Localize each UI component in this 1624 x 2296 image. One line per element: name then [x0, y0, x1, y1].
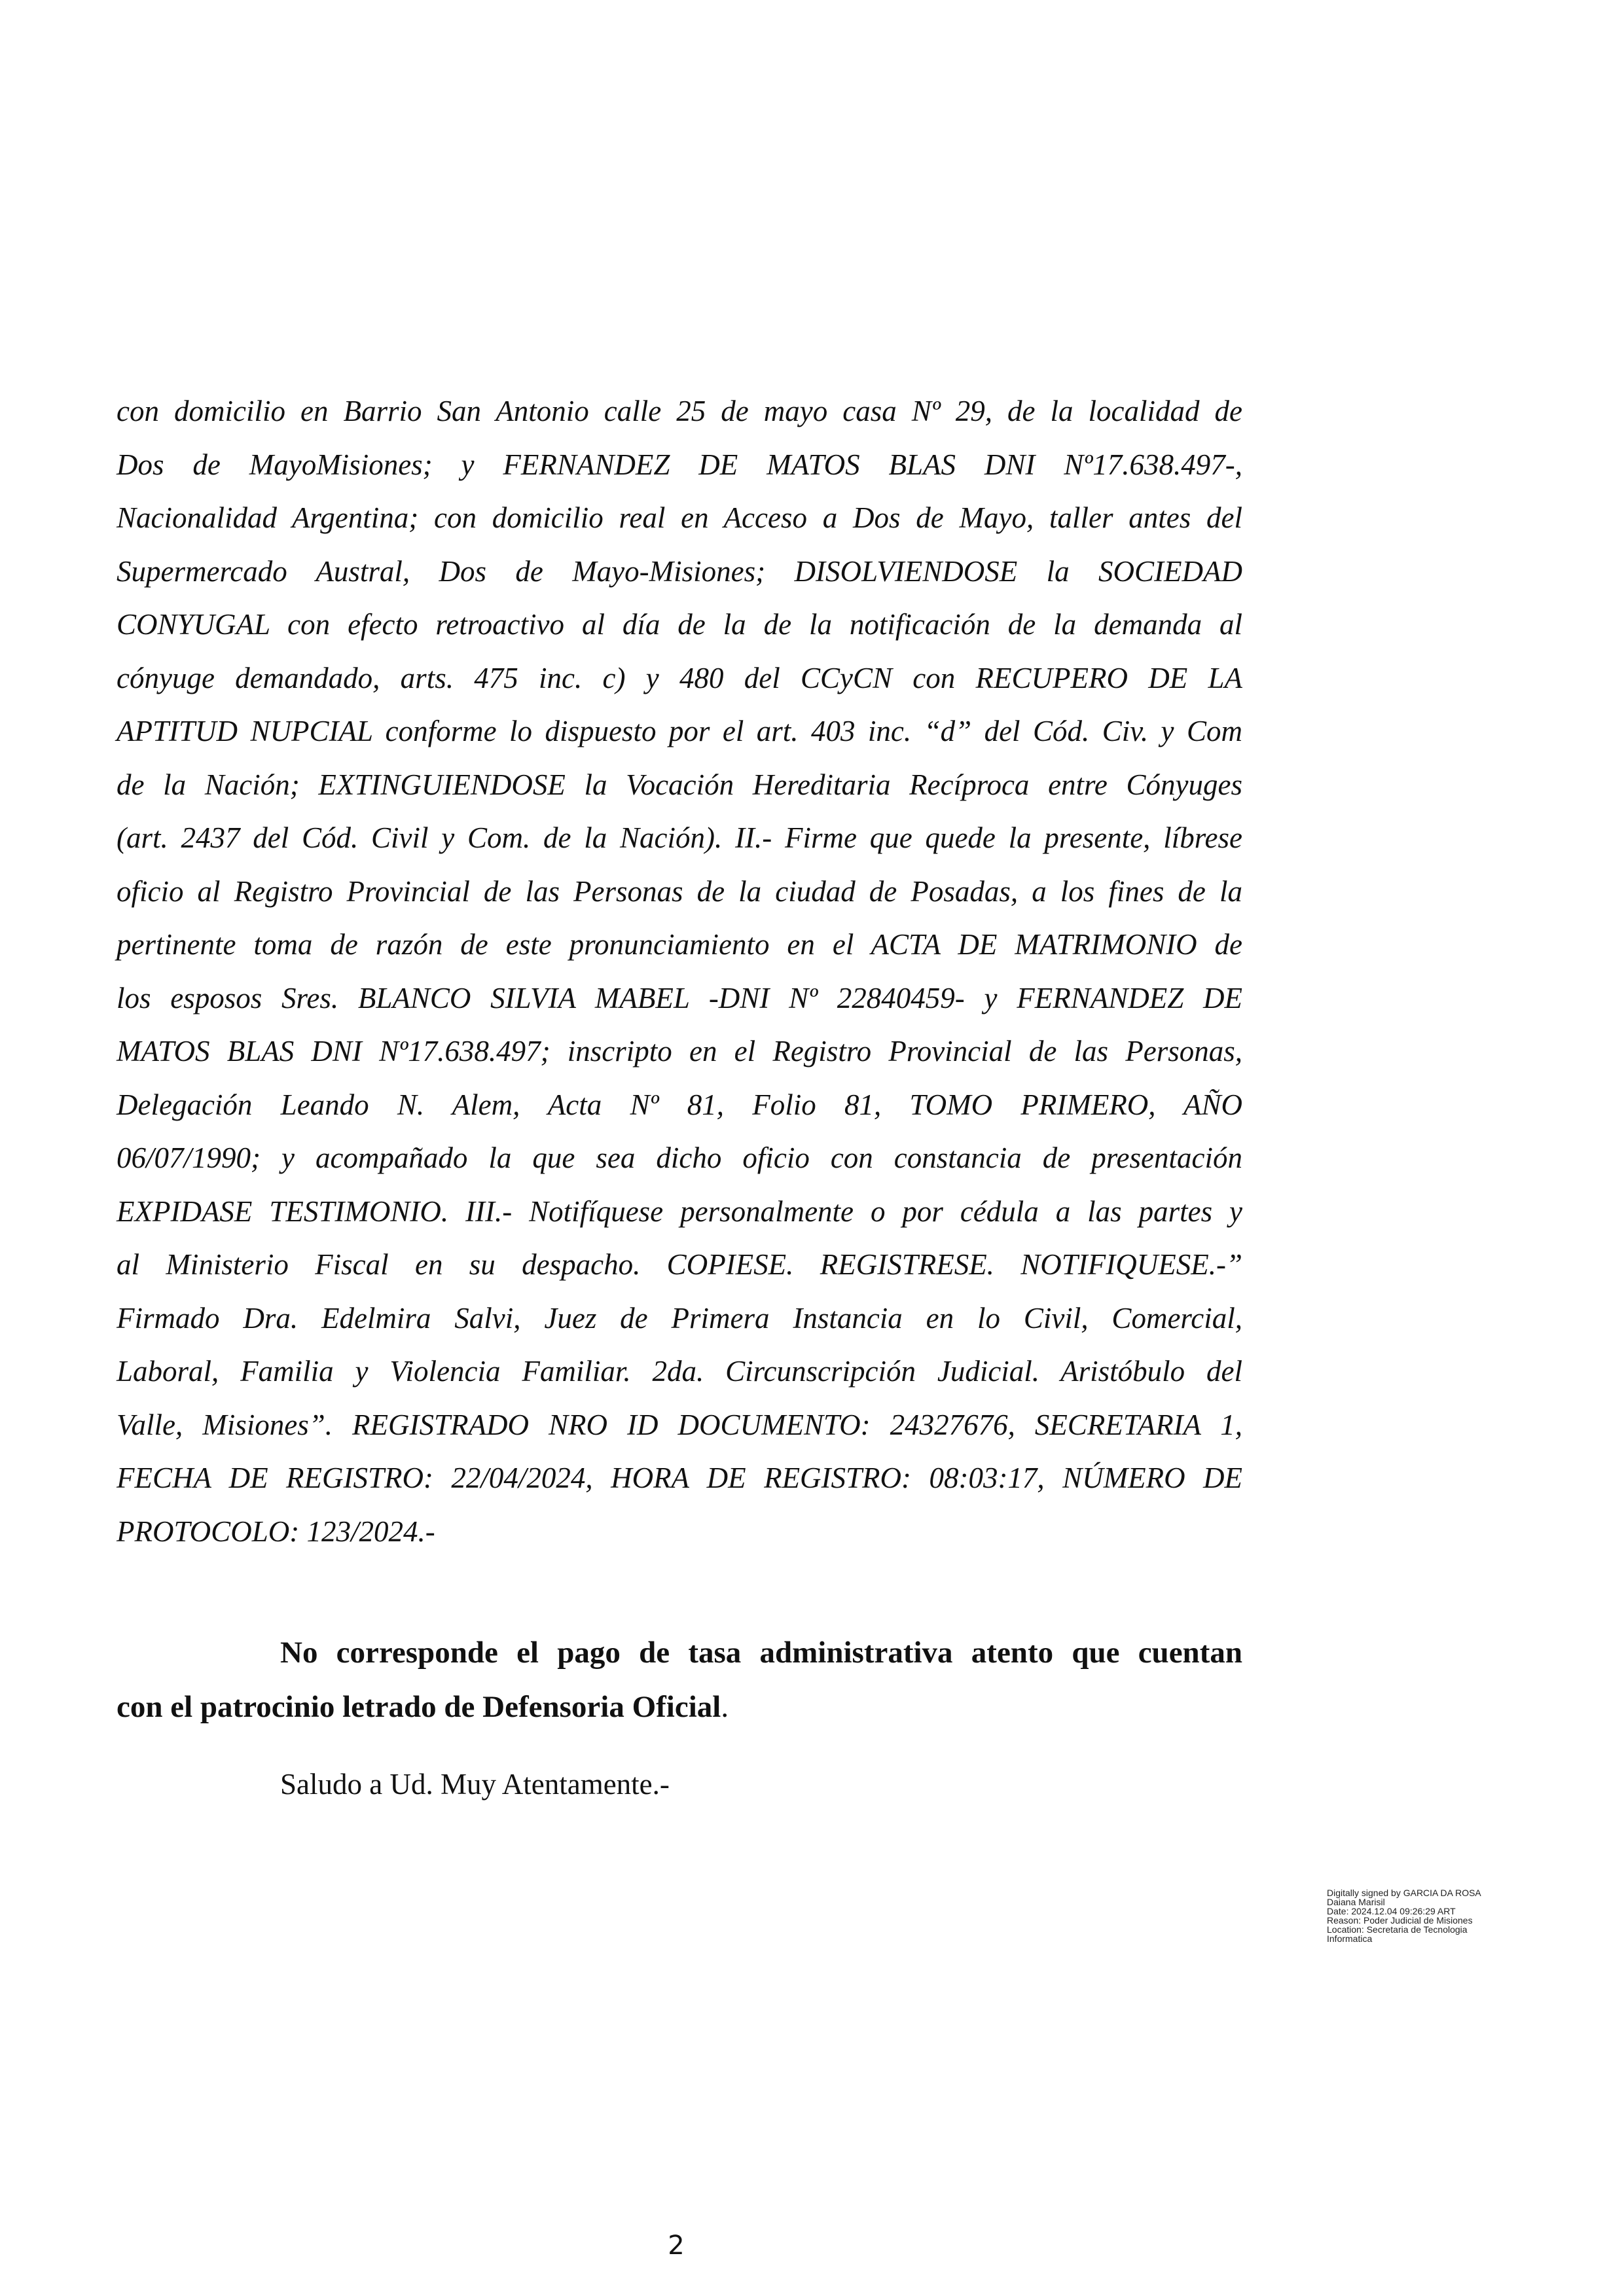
fee-notice-paragraph [117, 1626, 1242, 1734]
body-line: cónyuge demandado, arts. 475 inc. c) y 480 del CCyCN con RECUPERO DE LA [117, 661, 1242, 694]
body-line: oficio al Registro Provincial de las Personas de la ciudad de Posadas, a los fines de la [117, 874, 1242, 908]
body-line: CONYUGAL con efecto retroactivo al día de la de la notificación de la demanda al [117, 608, 1242, 641]
fee-notice-line [117, 1680, 1242, 1734]
fee-notice-period: . [721, 1690, 729, 1724]
body-line: con domicilio en Barrio San Antonio calle 25 de mayo casa Nº 29, de la localidad de [117, 395, 1242, 427]
signature-line: Date: 2024.12.04 09:26:29 ART [1327, 1906, 1456, 1916]
signature-line: Reason: Poder Judicial de Misiones [1327, 1915, 1473, 1926]
body-line: Delegación Leando N. Alem, Acta Nº 81, Folio 81, TOMO PRIMERO, AÑO [117, 1088, 1242, 1121]
body-line: Valle, Misiones”. REGISTRADO NRO ID DOCUMENTO: 24327676, SECRETARIA 1, [117, 1408, 1242, 1441]
body-line: MATOS BLAS DNI Nº17.638.497; inscripto en el Registro Provincial de las Personas, [117, 1035, 1242, 1067]
fee-notice-text: con el patrocinio letrado de Defensoria Oficial [117, 1690, 721, 1724]
digital-signature-block [1327, 1888, 1536, 1943]
body-line: al Ministerio Fiscal en su despacho. COPIESE. REGISTRESE. NOTIFIQUESE.-” [117, 1248, 1242, 1281]
body-line: los esposos Sres. BLANCO SILVIA MABEL -DNI Nº 22840459- y FERNANDEZ DE [117, 981, 1242, 1014]
body-line: Dos de MayoMisiones; y FERNANDEZ DE MATOS BLAS DNI Nº17.638.497-, [117, 448, 1242, 481]
fee-notice-line: No corresponde el pago de tasa administrativa atento que cuentan [280, 1636, 1242, 1670]
body-line: Supermercado Austral, Dos de Mayo-Misiones; DISOLVIENDOSE la SOCIEDAD [117, 554, 1242, 588]
body-line: APTITUD NUPCIAL conforme lo dispuesto por el art. 403 inc. “d” del Cód. Civ. y Com [117, 715, 1242, 747]
body-line: Firmado Dra. Edelmira Salvi, Juez de Primera Instancia en lo Civil, Comercial, [117, 1301, 1242, 1335]
body-paragraph [117, 385, 1242, 1558]
body-line: pertinente toma de razón de este pronunciamiento en el ACTA DE MATRIMONIO de [117, 928, 1242, 961]
body-line: PROTOCOLO: 123/2024.- [117, 1515, 435, 1548]
closing-salutation: Saludo a Ud. Muy Atentamente.- [280, 1768, 670, 1801]
signature-line: Digitally signed by GARCIA DA ROSA [1327, 1888, 1481, 1898]
signature-line: Location: Secretaria de Tecnologia [1327, 1924, 1468, 1935]
body-line: Laboral, Familia y Violencia Familiar. 2da. Circunscripción Judicial. Aristóbulo del [117, 1355, 1242, 1388]
body-line: EXPIDASE TESTIMONIO. III.- Notifíquese personalmente o por cédula a las partes y [117, 1194, 1242, 1228]
body-line: (art. 2437 del Cód. Civil y Com. de la Nación). II.- Firme que quede la presente, líbrese [117, 821, 1242, 854]
signature-line: Informatica [1327, 1933, 1373, 1944]
body-line: Nacionalidad Argentina; con domicilio real en Acceso a Dos de Mayo, taller antes del [117, 501, 1242, 534]
signature-line: Daiana Marisil [1327, 1897, 1385, 1907]
body-line: de la Nación; EXTINGUIENDOSE la Vocación Hereditaria Recíproca entre Cónyuges [117, 768, 1242, 801]
body-line: 06/07/1990; y acompañado la que sea dicho oficio con constancia de presentación [117, 1141, 1242, 1174]
body-line: FECHA DE REGISTRO: 22/04/2024, HORA DE REGISTRO: 08:03:17, NÚMERO DE [117, 1462, 1242, 1494]
page-number: 2 [668, 2231, 685, 2261]
